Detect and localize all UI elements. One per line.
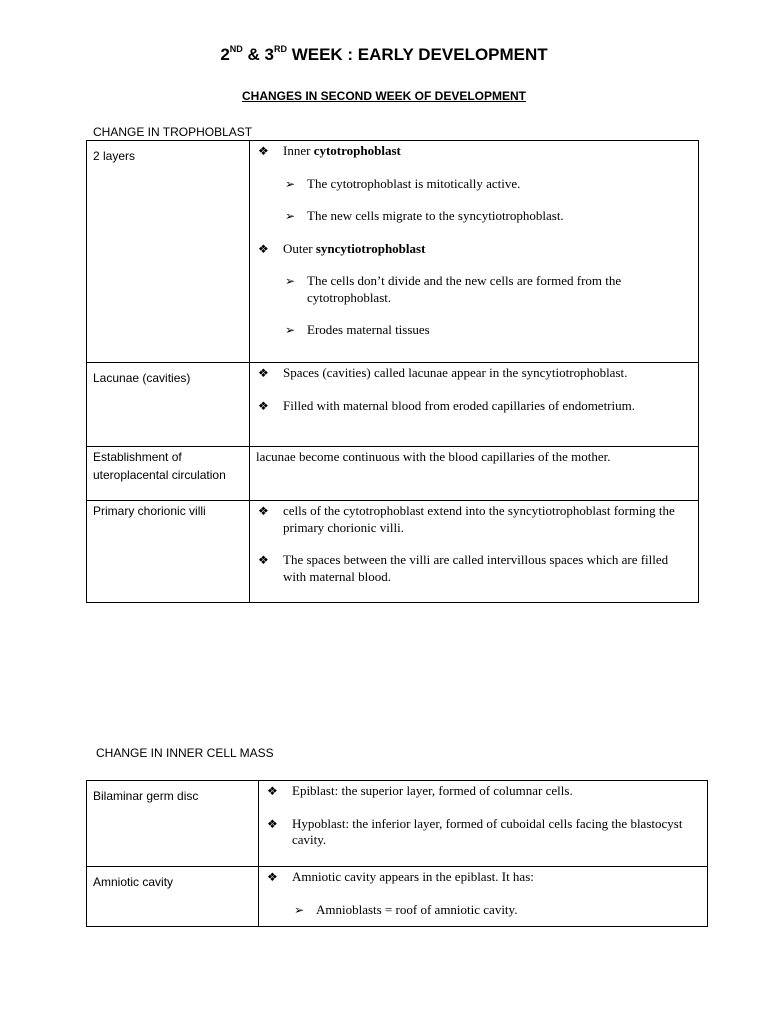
- trophoblast-heading: CHANGE IN TROPHOBLAST: [93, 125, 253, 139]
- inner-cell-mass-heading: CHANGE IN INNER CELL MASS: [96, 746, 274, 760]
- row-label: Primary chorionic villi: [87, 501, 250, 603]
- list-item: ❖ Amniotic cavity appears in the epiblast. It has:: [267, 869, 534, 884]
- row-label: Establishment of uteroplacental circulation: [87, 447, 250, 501]
- diamond-bullet-icon: ❖: [267, 816, 278, 831]
- list-item: ➢ Amnioblasts = roof of amniotic cavity.: [294, 901, 518, 917]
- diamond-bullet-icon: ❖: [258, 504, 269, 518]
- row-content: [250, 501, 699, 603]
- row-content: [250, 447, 699, 501]
- table-row: [87, 141, 699, 363]
- diamond-bullet-icon: ❖: [258, 553, 269, 567]
- list-item: ❖ Spaces (cavities) called lacunae appear in the syncytiotrophoblast.: [258, 365, 628, 380]
- row-content: [259, 867, 708, 927]
- list-item: ➢ Erodes maternal tissues: [285, 322, 430, 337]
- row-label: 2 layers: [87, 141, 250, 363]
- table-row: [87, 447, 699, 501]
- arrow-bullet-icon: ➢: [285, 323, 296, 337]
- table-row: [87, 867, 708, 927]
- list-item: ❖ Filled with maternal blood from eroded capillaries of endometrium.: [258, 397, 635, 413]
- arrow-bullet-icon: ➢: [285, 209, 296, 223]
- diamond-bullet-icon: ❖: [267, 784, 278, 798]
- diamond-bullet-icon: ❖: [258, 241, 269, 256]
- arrow-bullet-icon: ➢: [285, 176, 296, 191]
- section-subtitle: CHANGES IN SECOND WEEK OF DEVELOPMENT: [241, 89, 527, 103]
- row-label: Lacunae (cavities): [87, 363, 250, 447]
- row-content: [250, 363, 699, 447]
- diamond-bullet-icon: ❖: [258, 144, 269, 158]
- list-item: ❖ Epiblast: the superior layer, formed of columnar cells.: [267, 783, 573, 798]
- list-item: ❖ Inner cytotrophoblast: [258, 143, 401, 158]
- list-item: ➢ The cells don’t divide and the new cells are formed from the cytotrophoblast.: [285, 273, 622, 305]
- inner-cell-mass-table: [86, 780, 708, 927]
- diamond-bullet-icon: ❖: [258, 366, 269, 380]
- list-item: ❖ Hypoblast: the inferior layer, formed of cuboidal cells facing the blastocyst cavity.: [267, 815, 683, 847]
- arrow-bullet-icon: ➢: [294, 902, 305, 917]
- row-text: lacunae become continuous with the blood capillaries of the mother.: [256, 449, 611, 464]
- page-title: 2ND & 3RD WEEK : EARLY DEVELOPMENT: [220, 44, 548, 64]
- row-content: [259, 781, 708, 867]
- list-item: ➢ The cytotrophoblast is mitotically active.: [285, 175, 521, 191]
- table-row: [87, 781, 708, 867]
- list-item: ❖ cells of the cytotrophoblast extend into the syncytiotrophoblast forming the primary chorionic villi.: [258, 503, 675, 535]
- list-item: ❖ Outer syncytiotrophoblast: [258, 240, 426, 256]
- table-row: [87, 501, 699, 603]
- row-label: Amniotic cavity: [87, 867, 259, 927]
- row-content: [250, 141, 699, 363]
- diamond-bullet-icon: ❖: [267, 870, 278, 884]
- arrow-bullet-icon: ➢: [285, 274, 296, 288]
- table-row: [87, 363, 699, 447]
- trophoblast-table: [86, 140, 699, 603]
- list-item: ➢ The new cells migrate to the syncytiotrophoblast.: [285, 208, 564, 223]
- list-item: ❖ The spaces between the villi are called intervillous spaces which are filled with maternal blood.: [258, 552, 669, 584]
- row-label: Bilaminar germ disc: [87, 781, 259, 867]
- diamond-bullet-icon: ❖: [258, 398, 269, 413]
